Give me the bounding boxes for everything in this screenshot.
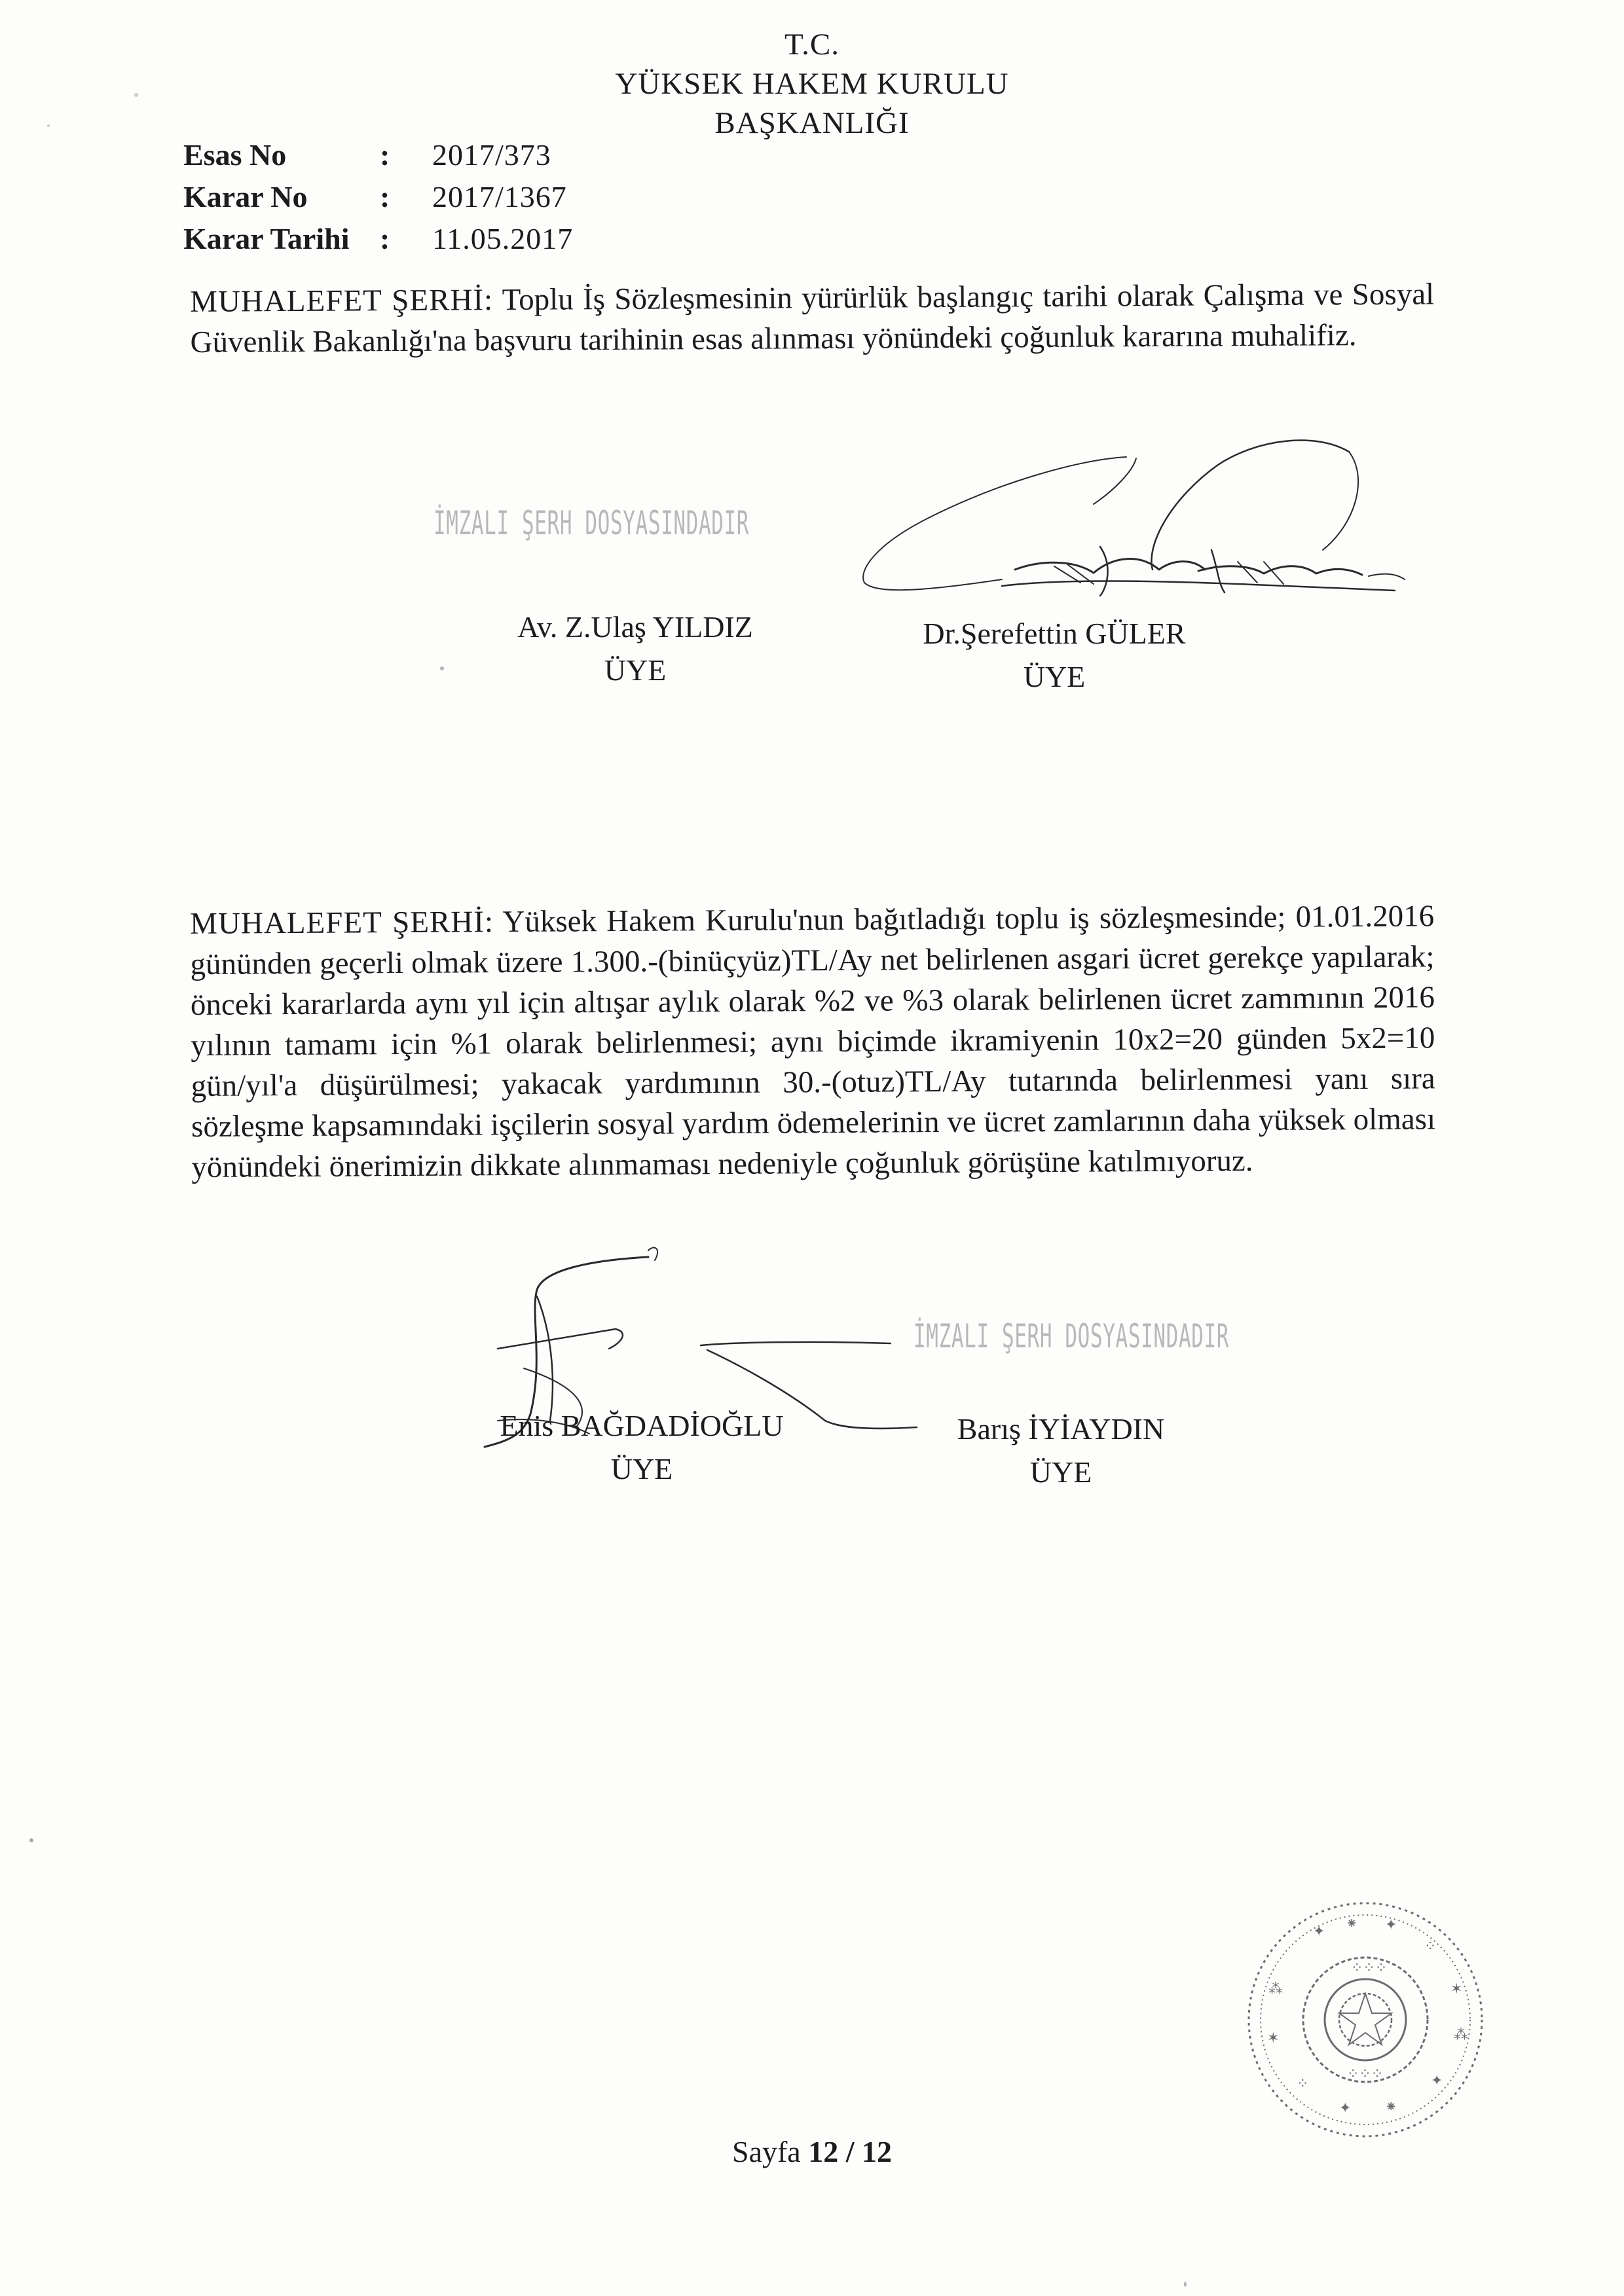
svg-text:⁕: ⁕ <box>1346 1916 1358 1932</box>
signed-dissent-stamp-1: İMZALI ŞERH DOSYASINDADIR <box>434 504 750 542</box>
official-seal-icon <box>1234 1889 1496 2151</box>
svg-text:⁘: ⁘ <box>1424 1939 1437 1955</box>
karar-tarihi-value: 11.05.2017 <box>432 222 574 255</box>
karar-tarihi-label: Karar Tarihi <box>183 222 350 255</box>
svg-text:✦: ✦ <box>1431 2073 1443 2089</box>
case-row-karar <box>183 176 573 218</box>
svg-text:✦: ✦ <box>1313 1923 1325 1940</box>
karar-no-colon: : <box>380 180 390 213</box>
signatory-name: Av. Z.Ulaş YILDIZ <box>517 610 753 644</box>
signature-block-bagdadioglu <box>432 1404 851 1491</box>
dissent-paragraph-2 <box>190 896 1436 1188</box>
signature-block-yildiz <box>452 606 819 692</box>
dissent-2-text: Yüksek Hakem Kurulu'nun bağıtladığı toplu iş sözleşmesinde; 01.01.2016 gününden geçerli olmak üzere 1.300.-(binüçyüz)TL/Ay net belirlenen asgari ücret gerekçe yapılarak; önceki kararlarda aynı yıl için altışar aylık olarak %2 ve %3 olarak belirlenen ücret zammının 2016 yılının tamamı için %1 olarak belirlenmesi; aynı biçimde ikramiyenin 10x2=20 günden 5x2=10 gün/yıl'a düşürülmesi; yakacak yardımının 30.-(otuz)TL/Ay tutarında belirlenmesi yanı sıra sözleşme kapsamındaki işçilerin sosyal yardım ödemelerinin ve ücret zamlarının daha yüksek olması yönündeki önerimizin dikkate alınmaması nedeniyle çoğunluk görüşüne katılmıyoruz. <box>190 899 1436 1184</box>
page-number-total: 12 <box>862 2135 893 2168</box>
karar-no-value: 2017/1367 <box>432 180 567 213</box>
signatory-name: Barış İYİAYDIN <box>957 1412 1165 1446</box>
header-country: T.C. <box>784 27 840 62</box>
signature-block-guler <box>871 612 1238 699</box>
signed-dissent-stamp-2: İMZALI ŞERH DOSYASINDADIR <box>913 1317 1230 1355</box>
svg-text:⁕: ⁕ <box>1385 2099 1397 2115</box>
svg-text:✦: ✦ <box>1385 1917 1397 1933</box>
signatory-name: Dr.Şerefettin GÜLER <box>923 617 1186 650</box>
case-row-tarih <box>183 218 573 260</box>
signatory-role: ÜYE <box>604 653 667 687</box>
esas-no-label: Esas No <box>183 138 287 172</box>
case-info <box>183 134 573 260</box>
esas-no-value: 2017/373 <box>432 138 551 172</box>
case-row-esas <box>183 134 573 176</box>
page-number <box>707 2134 917 2169</box>
svg-text:⁂: ⁂ <box>1268 1981 1283 1997</box>
document-header <box>498 25 1126 143</box>
scan-speck <box>440 666 444 670</box>
header-department: BAŞKANLIĞI <box>714 106 910 140</box>
scan-speck <box>47 124 50 127</box>
dissent-1-text: Toplu İş Sözleşmesinin yürürlük başlangıç tarihi olarak Çalışma ve Sosyal Güvenlik Bakanlığı'na başvuru tarihinin esas alınması yönündeki çoğunluk kararına muhalifiz. <box>190 277 1435 359</box>
signatory-name: Enis BAĞDADİOĞLU <box>500 1409 784 1442</box>
svg-text:⁘: ⁘ <box>1297 2076 1309 2092</box>
signature-block-iyiaydin <box>904 1408 1218 1494</box>
signatory-role: ÜYE <box>1023 660 1086 693</box>
svg-text:✶: ✶ <box>1450 1981 1463 1997</box>
page-number-prefix: Sayfa <box>731 2135 801 2168</box>
esas-no-colon: : <box>380 138 390 172</box>
handwritten-signature-guler <box>805 419 1434 635</box>
header-institution: YÜKSEK HAKEM KURULU <box>615 67 1009 101</box>
page-number-current: 12 <box>808 2135 839 2168</box>
dissent-paragraph-1 <box>190 274 1435 363</box>
dissent-2-prefix: MUHALEFET ŞERHİ: <box>190 905 494 941</box>
svg-text:✶: ✶ <box>1267 2030 1280 2047</box>
svg-text:⁘⁘⁘: ⁘⁘⁘ <box>1351 1960 1388 1977</box>
scan-speck <box>29 1838 33 1842</box>
scan-speck <box>134 93 138 97</box>
svg-text:⁘⁘⁘: ⁘⁘⁘ <box>1347 2066 1384 2083</box>
page-number-separator: / <box>845 2135 855 2168</box>
svg-text:⁂: ⁂ <box>1454 2027 1468 2043</box>
dissent-1-prefix: MUHALEFET ŞERHİ: <box>190 283 494 319</box>
karar-tarihi-colon: : <box>380 222 390 255</box>
signatory-role: ÜYE <box>1029 1455 1092 1489</box>
scan-speck <box>1184 2282 1187 2287</box>
svg-text:✦: ✦ <box>1339 2100 1352 2117</box>
karar-no-label: Karar No <box>183 180 308 213</box>
signatory-role: ÜYE <box>610 1452 673 1485</box>
